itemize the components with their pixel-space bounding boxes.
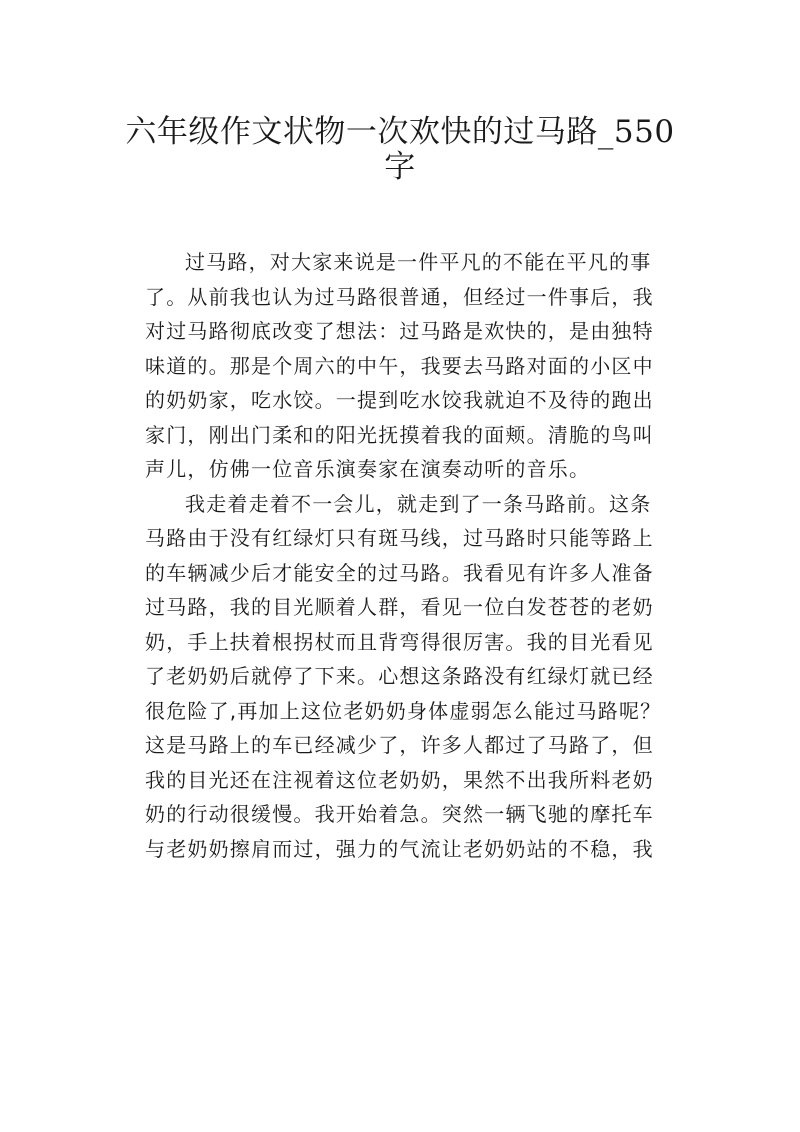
text-line: 这是马路上的车已经减少了，许多人都过了马路了，但 bbox=[145, 733, 654, 757]
page-title bbox=[100, 110, 700, 185]
paragraph-2 bbox=[145, 487, 665, 867]
text-line: 奶，手上扶着根拐杖而且背弯得很厉害。我的目光看见 bbox=[145, 629, 654, 654]
text-line: 过马路，对大家来说是一件平凡的不能在平凡的事 bbox=[185, 250, 652, 274]
text-line: 对过马路彻底改变了想法：过马路是欢快的，是由独特 bbox=[145, 319, 654, 343]
text-line: 过马路，我的目光顺着人群，看见一位白发苍苍的老奶 bbox=[145, 595, 654, 619]
text-line: 奶的行动很缓慢。我开始着急。突然一辆飞驰的摩托车 bbox=[145, 802, 654, 826]
text-line: 味道的。那是个周六的中午，我要去马路对面的小区中 bbox=[145, 353, 654, 378]
text-line: 了。从前我也认为过马路很普通，但经过一件事后，我 bbox=[145, 284, 654, 309]
text-line: 很危险了,再加上这位老奶奶身体虚弱怎么能过马路呢？ bbox=[145, 698, 662, 723]
paragraph-1 bbox=[145, 245, 665, 487]
text-line: 我走着走着不一会儿，就走到了一条马路前。这条 bbox=[185, 491, 652, 516]
title-line: 字 bbox=[384, 148, 416, 185]
text-line: 马路由于没有红绿灯只有斑马线，过马路时只能等路上 bbox=[145, 526, 654, 550]
article-body bbox=[145, 245, 665, 866]
text-line: 与老奶奶擦肩而过，强力的气流让老奶奶站的不稳，我 bbox=[145, 836, 654, 861]
text-line: 的奶奶家，吃水饺。一提到吃水饺我就迫不及待的跑出 bbox=[145, 388, 654, 412]
text-line: 声儿，仿佛一位音乐演奏家在演奏动听的音乐。 bbox=[145, 457, 591, 481]
text-line: 我的目光还在注视着这位老奶奶，果然不出我所料老奶 bbox=[145, 767, 654, 792]
text-line: 家门，刚出门柔和的阳光抚摸着我的面颊。清脆的鸟叫 bbox=[145, 422, 654, 447]
title-line: 六年级作文状物一次欢快的过马路_550 bbox=[125, 114, 675, 150]
text-line: 的车辆减少后才能安全的过马路。我看见有许多人准备 bbox=[145, 560, 654, 585]
text-line: 了老奶奶后就停了下来。心想这条路没有红绿灯就已经 bbox=[145, 664, 654, 688]
